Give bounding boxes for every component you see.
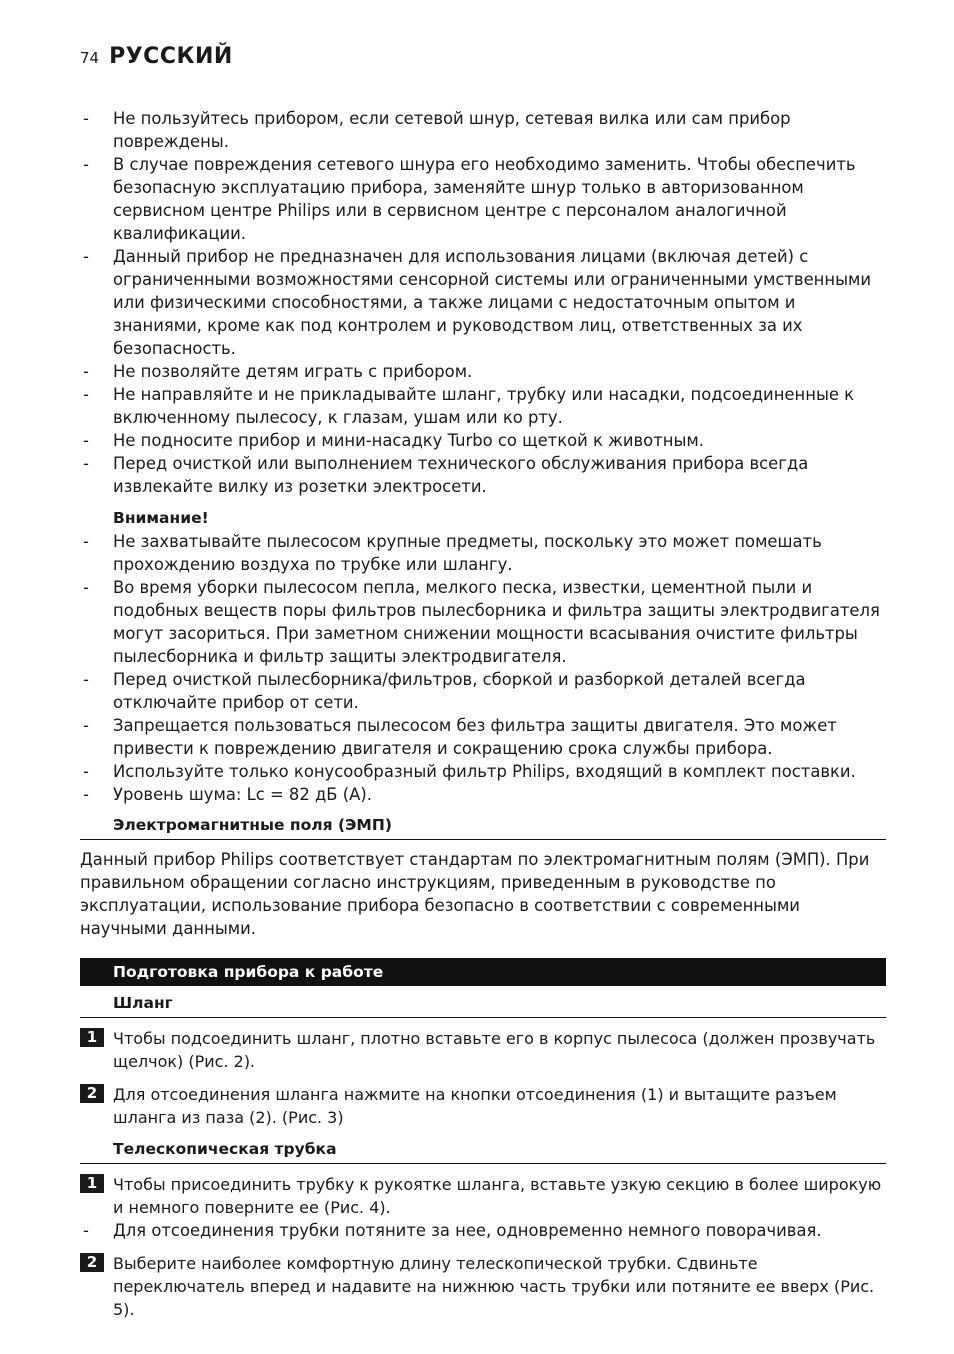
section-bar-preparation: Подготовка прибора к работе [80,958,886,986]
list-item [80,107,886,153]
step-item [80,1173,886,1219]
list-item-text: Запрещается пользоваться пылесосом без фильтра защиты двигателя. Это может привести к повреждению двигателя и сокращению срока службы прибора. [113,716,837,758]
list-item-text: Перед очисткой или выполнением технического обслуживания прибора всегда извлекайте вилку из розетки электросети. [113,454,809,496]
step-number-badge: 2 [80,1253,104,1272]
dash-marker: - [83,155,89,174]
list-item-text: Не позволяйте детям играть с прибором. [113,362,473,381]
list-item [80,668,886,714]
step-number-badge: 1 [80,1028,104,1047]
list-item [80,360,886,383]
emf-paragraph: Данный прибор Philips соответствует стандартам по электромагнитным полям (ЭМП). При правильном обращении согласно инструкциям, приведенным в руководстве по эксплуатации, использование прибора безопасно в соответствии с современными научными данными. [80,850,870,938]
emf-heading: Электромагнитные поля (ЭМП) [80,814,886,840]
list-item-text: Не захватывайте пылесосом крупные предметы, поскольку это может помешать прохождению воздуха по трубке или шлангу. [113,532,822,574]
list-item-text: Для отсоединения трубки потяните за нее, одновременно немного поворачивая. [113,1221,822,1240]
step-text: Для отсоединения шланга нажмите на кнопки отсоединения (1) и вытащите разъем шланга из паза (2). (Рис. 3) [113,1085,837,1127]
list-item-text: В случае повреждения сетевого шнура его необходимо заменить. Чтобы обеспечить безопасную эксплуатацию прибора, заменяйте шнур только в авторизованном сервисном центре Philips или в сервисном центре с персоналом аналогичной квалификации. [113,155,856,243]
list-item-text: Уровень шума: Lc = 82 дБ (A). [113,785,372,804]
dash-marker: - [83,785,89,804]
list-item-text: Перед очисткой пылесборника/фильтров, сборкой и разборкой деталей всегда отключайте прибор от сети. [113,670,806,712]
list-item [80,530,886,576]
step-number-badge: 1 [80,1174,104,1193]
step-item [80,1083,886,1129]
caution-list [80,530,886,806]
dash-marker: - [83,532,89,551]
step-text: Чтобы присоединить трубку к рукоятке шланга, вставьте узкую секцию в более широкую и немного поверните ее (Рис. 4). [113,1175,882,1217]
list-item-text: Не подносите прибор и мини-насадку Turbo со щеткой к животным. [113,431,704,450]
dash-marker: - [83,716,89,735]
language-title: РУССКИЙ [109,44,233,69]
dash-marker: - [83,109,89,128]
list-item [80,760,886,783]
dash-marker: - [83,362,89,381]
list-item-text: Данный прибор не предназначен для использования лицами (включая детей) с ограниченными возможностями сенсорной системы или ограниченными умственными или физическими способностями, а также лицами с недостаточным опытом и знаниями, кроме как под контролем и руководством лиц, ответственных за их безопасность. [113,247,872,358]
list-item [80,452,886,498]
dash-marker: - [83,454,89,473]
dash-marker: - [83,385,89,404]
dash-marker: - [83,431,89,450]
step-text: Выберите наиболее комфортную длину телескопической трубки. Сдвиньте переключатель вперед и надавите на нижнюю часть трубки или потяните ее вверх (Рис. 5). [113,1254,875,1319]
dash-marker: - [83,578,89,597]
page-content [80,107,886,1321]
list-item-text: Во время уборки пылесосом пепла, мелкого песка, известки, цементной пыли и подобных веществ поры фильтров пылесборника и фильтра защиты электродвигателя могут засориться. При заметном снижении мощности всасывания очистите фильтры пылесборника и фильтр защиты электродвигателя. [113,578,880,666]
page-number: 74 [80,49,100,67]
step-item [80,1027,886,1073]
list-item [80,153,886,245]
step-text: Чтобы подсоединить шланг, плотно вставьте его в корпус пылесоса (должен прозвучать щелчок) (Рис. 2). [113,1029,876,1071]
list-item [80,783,886,806]
list-item [80,714,886,760]
dash-marker: - [83,247,89,266]
dash-marker: - [83,762,89,781]
list-item [80,576,886,668]
page-header [80,44,233,69]
list-item [80,245,886,360]
step-item [80,1252,886,1321]
caution-heading: Внимание! [113,509,209,527]
tube-heading: Телескопическая трубка [80,1138,886,1164]
step-number-badge: 2 [80,1084,104,1103]
list-item [80,429,886,452]
list-item-text: Не пользуйтесь прибором, если сетевой шнур, сетевая вилка или сам прибор повреждены. [113,109,791,151]
dash-marker: - [83,670,89,689]
list-item-text: Не направляйте и не прикладывайте шланг, трубку или насадки, подсоединенные к включенному пылесосу, к глазам, ушам или ко рту. [113,385,855,427]
warnings-list [80,107,886,498]
list-item [80,1219,886,1242]
dash-marker: - [83,1221,89,1240]
list-item-text: Используйте только конусообразный фильтр Philips, входящий в комплект поставки. [113,762,856,781]
hose-heading: Шланг [80,992,886,1018]
list-item [80,383,886,429]
